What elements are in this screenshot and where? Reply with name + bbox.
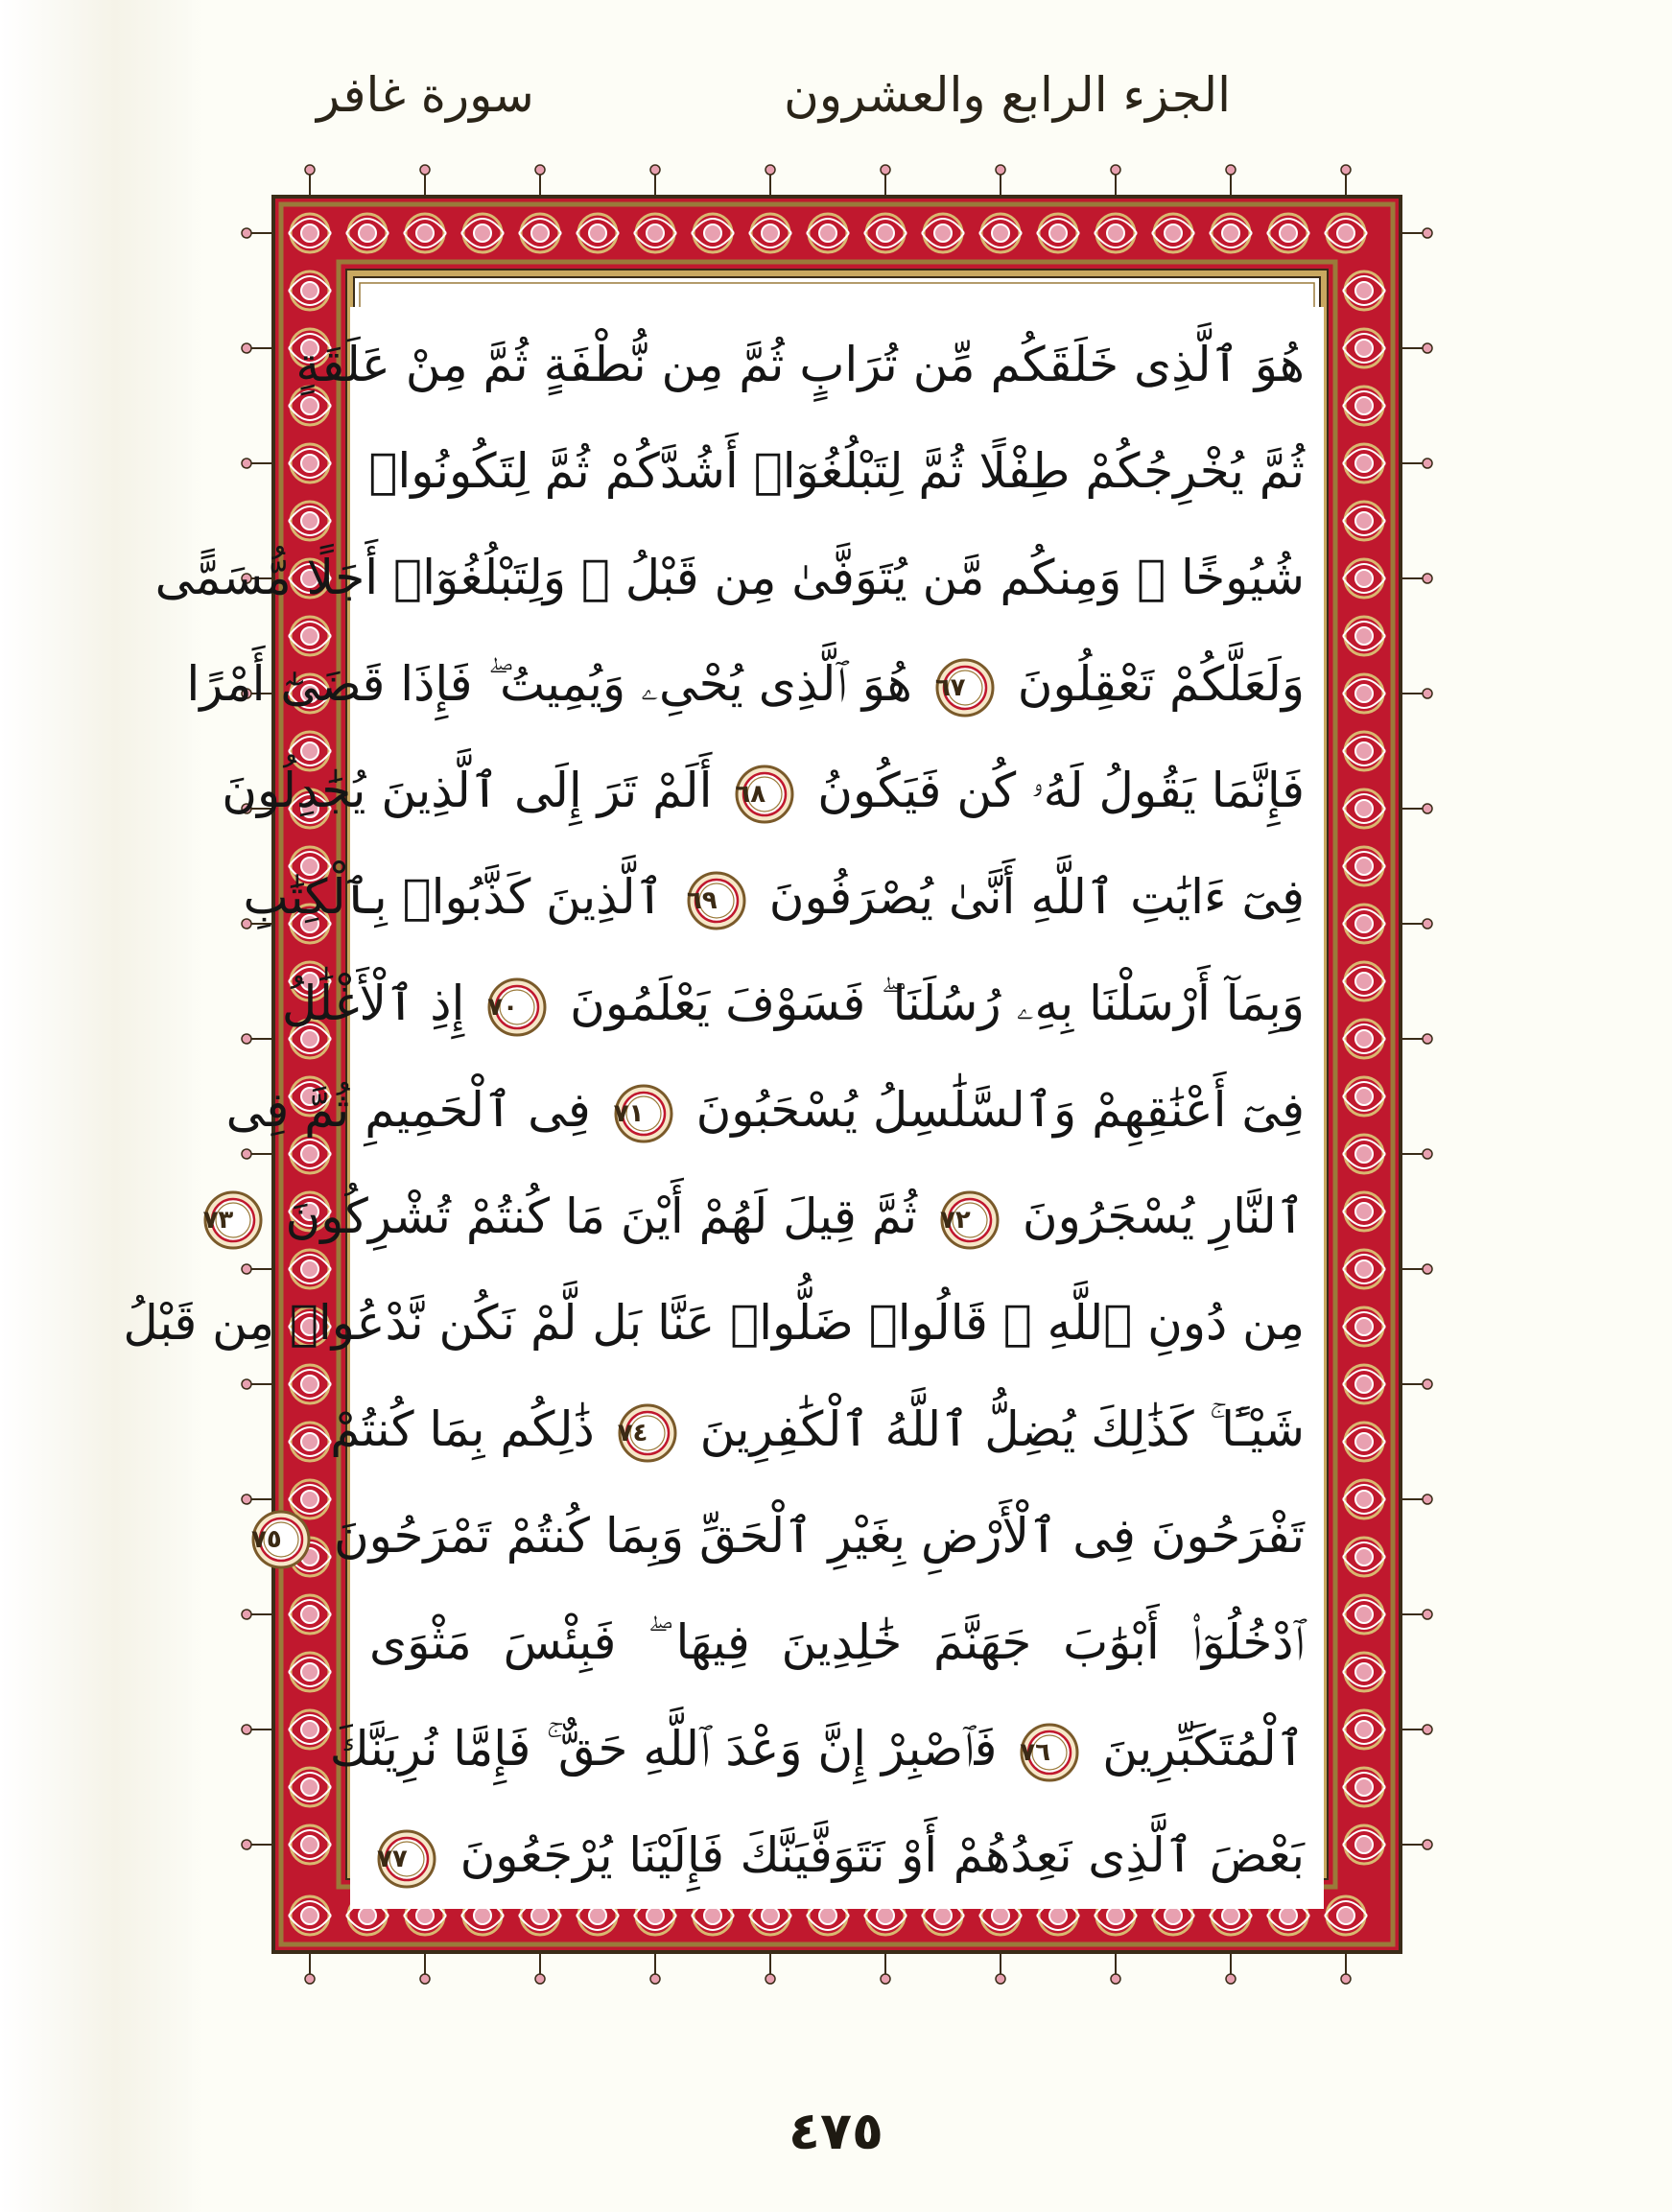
- ayah-end-medallion-icon: [940, 1190, 1000, 1250]
- verse-text: هُوَ ٱلَّذِى يُحْىِۦ وَيُمِيتُ ۖ فَإِذَا قَضَىٰٓ أَمْرًا: [186, 656, 912, 712]
- verse-line: [243, 849, 1305, 945]
- verse-line: [154, 529, 1305, 625]
- verse-text: فِى ٱلْحَمِيمِ ثُمَّ فِى: [225, 1082, 591, 1138]
- ayah-end-medallion-icon: [1020, 1723, 1079, 1782]
- surah-title: سورة غافر: [317, 67, 534, 123]
- ayah-end-medallion-icon: [614, 1084, 673, 1143]
- verse-line: [251, 1488, 1305, 1584]
- verse-line: [295, 317, 1305, 412]
- ayah-end-medallion-icon: [687, 871, 746, 930]
- verse-text: ٱلَّذِينَ كَذَّبُوا۟ بِٱلْكِتَٰبِ: [243, 869, 664, 925]
- verse-line: [369, 1594, 1305, 1690]
- ayah-end-medallion-icon: [935, 658, 995, 718]
- ayah-number: ٧٠: [487, 992, 519, 1022]
- ayah-number: ٦٧: [934, 672, 966, 702]
- verse-text: فَٱصْبِرْ إِنَّ وَعْدَ ٱللَّهِ حَقٌّ ۚ فَإِمَّا نُرِيَنَّكَ: [329, 1721, 998, 1777]
- verse-text: بَعْضَ ٱلَّذِى نَعِدُهُمْ أَوْ نَتَوَفَّيَنَّكَ فَإِلَيْنَا يُرْجَعُونَ: [459, 1827, 1305, 1883]
- ayah-end-medallion-icon: [618, 1403, 677, 1463]
- verse-text: إِذِ ٱلْأَغْلَٰلُ: [281, 976, 465, 1031]
- juz-title: الجزء الرابع والعشرون: [784, 67, 1231, 123]
- ayah-number: ٧٧: [377, 1844, 408, 1873]
- ayah-end-medallion-icon: [251, 1510, 311, 1569]
- page-number: ٤٧٥: [789, 2101, 883, 2161]
- verse-text: ثُمَّ يُخْرِجُكُمْ طِفْلًا ثُمَّ لِتَبْلُغُوٓا۟ أَشُدَّكُمْ ثُمَّ لِتَكُونُوا۟: [368, 443, 1305, 499]
- ayah-number: ٧٤: [617, 1418, 648, 1447]
- verse-text: هُوَ ٱلَّذِى خَلَقَكُم مِّن تُرَابٍ ثُمَّ مِن نُّطْفَةٍ ثُمَّ مِنْ عَلَقَةٍ: [295, 337, 1305, 392]
- verse-text: فَإِنَّمَا يَقُولُ لَهُۥ كُن فَيَكُونُ: [817, 763, 1305, 818]
- verse-text: ذَٰلِكُم بِمَا كُنتُمْ: [330, 1401, 595, 1457]
- ayah-end-medallion-icon: [377, 1829, 436, 1889]
- verse-line: [281, 955, 1305, 1051]
- verse-line: [369, 1807, 1305, 1903]
- ayah-number: ٧٦: [1020, 1737, 1051, 1767]
- verse-line: [225, 1062, 1305, 1158]
- verse-line: [202, 1168, 1305, 1264]
- ayah-number: ٦٨: [735, 779, 766, 809]
- verse-text: فِىٓ ءَايَٰتِ ٱللَّهِ أَنَّىٰ يُصْرَفُونَ: [768, 869, 1305, 925]
- verse-text: تَفْرَحُونَ فِى ٱلْأَرْضِ بِغَيْرِ ٱلْحَقِّ وَبِمَا كُنتُمْ تَمْرَحُونَ: [333, 1508, 1305, 1564]
- verse-line: [330, 1381, 1305, 1477]
- verse-text: ٱلنَّارِ يُسْجَرُونَ: [1022, 1188, 1305, 1244]
- ayah-end-medallion-icon: [735, 765, 794, 824]
- ayah-number: ٧٢: [939, 1205, 971, 1235]
- verse-text: وَلَعَلَّكُمْ تَعْقِلُونَ: [1017, 656, 1305, 712]
- verse-text: شَيْـًٔا ۚ كَذَٰلِكَ يُضِلُّ ٱللَّهُ ٱلْكَٰفِرِينَ: [699, 1401, 1305, 1457]
- verse-line: [329, 1701, 1305, 1797]
- verse-line: [186, 636, 1305, 732]
- ayah-number: ٧٥: [251, 1524, 282, 1554]
- verse-line: [369, 423, 1305, 519]
- verse-line: [222, 742, 1305, 838]
- verse-text: وَبِمَآ أَرْسَلْنَا بِهِۦ رُسُلَنَا ۖ فَسَوْفَ يَعْلَمُونَ: [570, 976, 1305, 1031]
- ayah-end-medallion-icon: [203, 1190, 263, 1250]
- verse-text: أَلَمْ تَرَ إِلَى ٱلَّذِينَ يُجَٰدِلُونَ: [222, 763, 713, 818]
- verse-text: ثُمَّ قِيلَ لَهُمْ أَيْنَ مَا كُنتُمْ تُشْرِكُونَ: [285, 1188, 918, 1244]
- ayah-number: ٦٩: [686, 885, 718, 915]
- ayah-number: ٧٣: [202, 1205, 234, 1235]
- verse-text: فِىٓ أَعْنَٰقِهِمْ وَٱلسَّلَٰسِلُ يُسْحَبُونَ: [695, 1082, 1305, 1138]
- ayah-number: ٧١: [613, 1098, 645, 1128]
- verse-line: [123, 1275, 1305, 1371]
- ayah-end-medallion-icon: [487, 977, 547, 1037]
- verse-text: ٱلْمُتَكَبِّرِينَ: [1102, 1721, 1305, 1777]
- verse-text: شُيُوخًا ۚ وَمِنكُم مَّن يُتَوَفَّىٰ مِن قَبْلُ ۖ وَلِتَبْلُغُوٓا۟ أَجَلًا مُّسَمًّى: [154, 550, 1305, 605]
- verse-text: مِن دُونِ ٱللَّهِ ۖ قَالُوا۟ ضَلُّوا۟ عَنَّا بَل لَّمْ نَكُن نَّدْعُوا۟ مِن قَبْلُ: [123, 1295, 1305, 1351]
- verse-text-panel: [123, 307, 1324, 1909]
- verse-text: ٱدْخُلُوٓا۟ أَبْوَٰبَ جَهَنَّمَ خَٰلِدِينَ فِيهَا ۖ فَبِئْسَ مَثْوَى: [369, 1614, 1305, 1670]
- page-fold-shadow: [0, 0, 192, 2212]
